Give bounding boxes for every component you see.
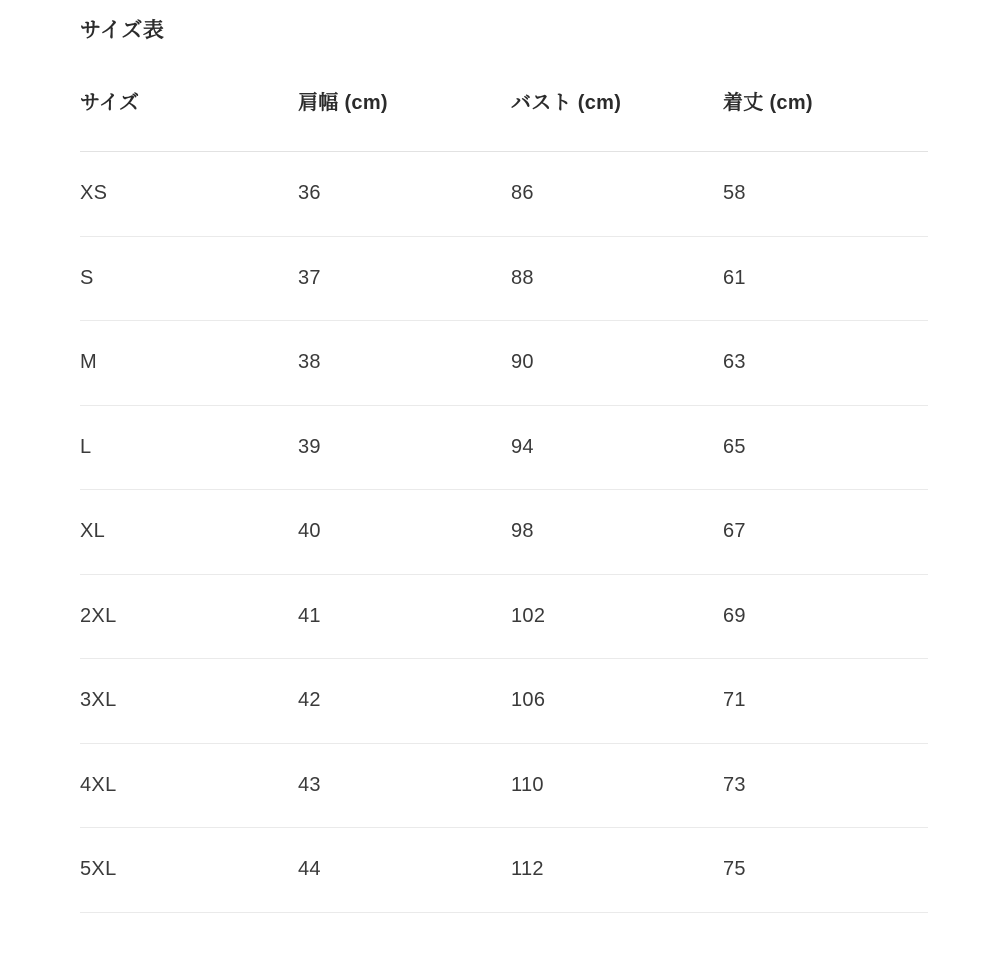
- cell-length: 73: [723, 743, 928, 828]
- cell-length: 58: [723, 152, 928, 237]
- cell-shoulder: 38: [298, 321, 511, 406]
- cell-shoulder: 43: [298, 743, 511, 828]
- cell-shoulder: 40: [298, 490, 511, 575]
- cell-length: 75: [723, 828, 928, 913]
- cell-bust: 86: [511, 152, 723, 237]
- cell-bust: 106: [511, 659, 723, 744]
- cell-bust: 90: [511, 321, 723, 406]
- cell-size: 5XL: [80, 828, 298, 913]
- size-chart-table: [80, 86, 928, 913]
- table-header-row: [80, 86, 928, 152]
- cell-shoulder: 44: [298, 828, 511, 913]
- column-header-length: 着丈 (cm): [723, 86, 928, 152]
- table-header: [80, 86, 928, 152]
- cell-size: 4XL: [80, 743, 298, 828]
- cell-length: 71: [723, 659, 928, 744]
- cell-bust: 88: [511, 236, 723, 321]
- cell-length: 65: [723, 405, 928, 490]
- cell-shoulder: 37: [298, 236, 511, 321]
- table-row: [80, 574, 928, 659]
- cell-length: 67: [723, 490, 928, 575]
- cell-length: 69: [723, 574, 928, 659]
- cell-size: S: [80, 236, 298, 321]
- table-row: [80, 321, 928, 406]
- table-body: [80, 152, 928, 913]
- cell-length: 61: [723, 236, 928, 321]
- cell-length: 63: [723, 321, 928, 406]
- table-row: [80, 828, 928, 913]
- cell-shoulder: 42: [298, 659, 511, 744]
- cell-size: L: [80, 405, 298, 490]
- cell-bust: 94: [511, 405, 723, 490]
- cell-bust: 110: [511, 743, 723, 828]
- cell-size: XL: [80, 490, 298, 575]
- cell-shoulder: 39: [298, 405, 511, 490]
- table-row: [80, 405, 928, 490]
- cell-bust: 102: [511, 574, 723, 659]
- table-row: [80, 490, 928, 575]
- table-row: [80, 152, 928, 237]
- table-row: [80, 743, 928, 828]
- column-header-bust: バスト (cm): [511, 86, 723, 152]
- cell-size: 2XL: [80, 574, 298, 659]
- cell-bust: 112: [511, 828, 723, 913]
- table-row: [80, 236, 928, 321]
- cell-size: 3XL: [80, 659, 298, 744]
- cell-shoulder: 41: [298, 574, 511, 659]
- cell-size: M: [80, 321, 298, 406]
- cell-bust: 98: [511, 490, 723, 575]
- table-row: [80, 659, 928, 744]
- page-title: サイズ表: [80, 19, 165, 42]
- column-header-size: サイズ: [80, 86, 298, 152]
- column-header-shoulder: 肩幅 (cm): [298, 86, 511, 152]
- cell-shoulder: 36: [298, 152, 511, 237]
- cell-size: XS: [80, 152, 298, 237]
